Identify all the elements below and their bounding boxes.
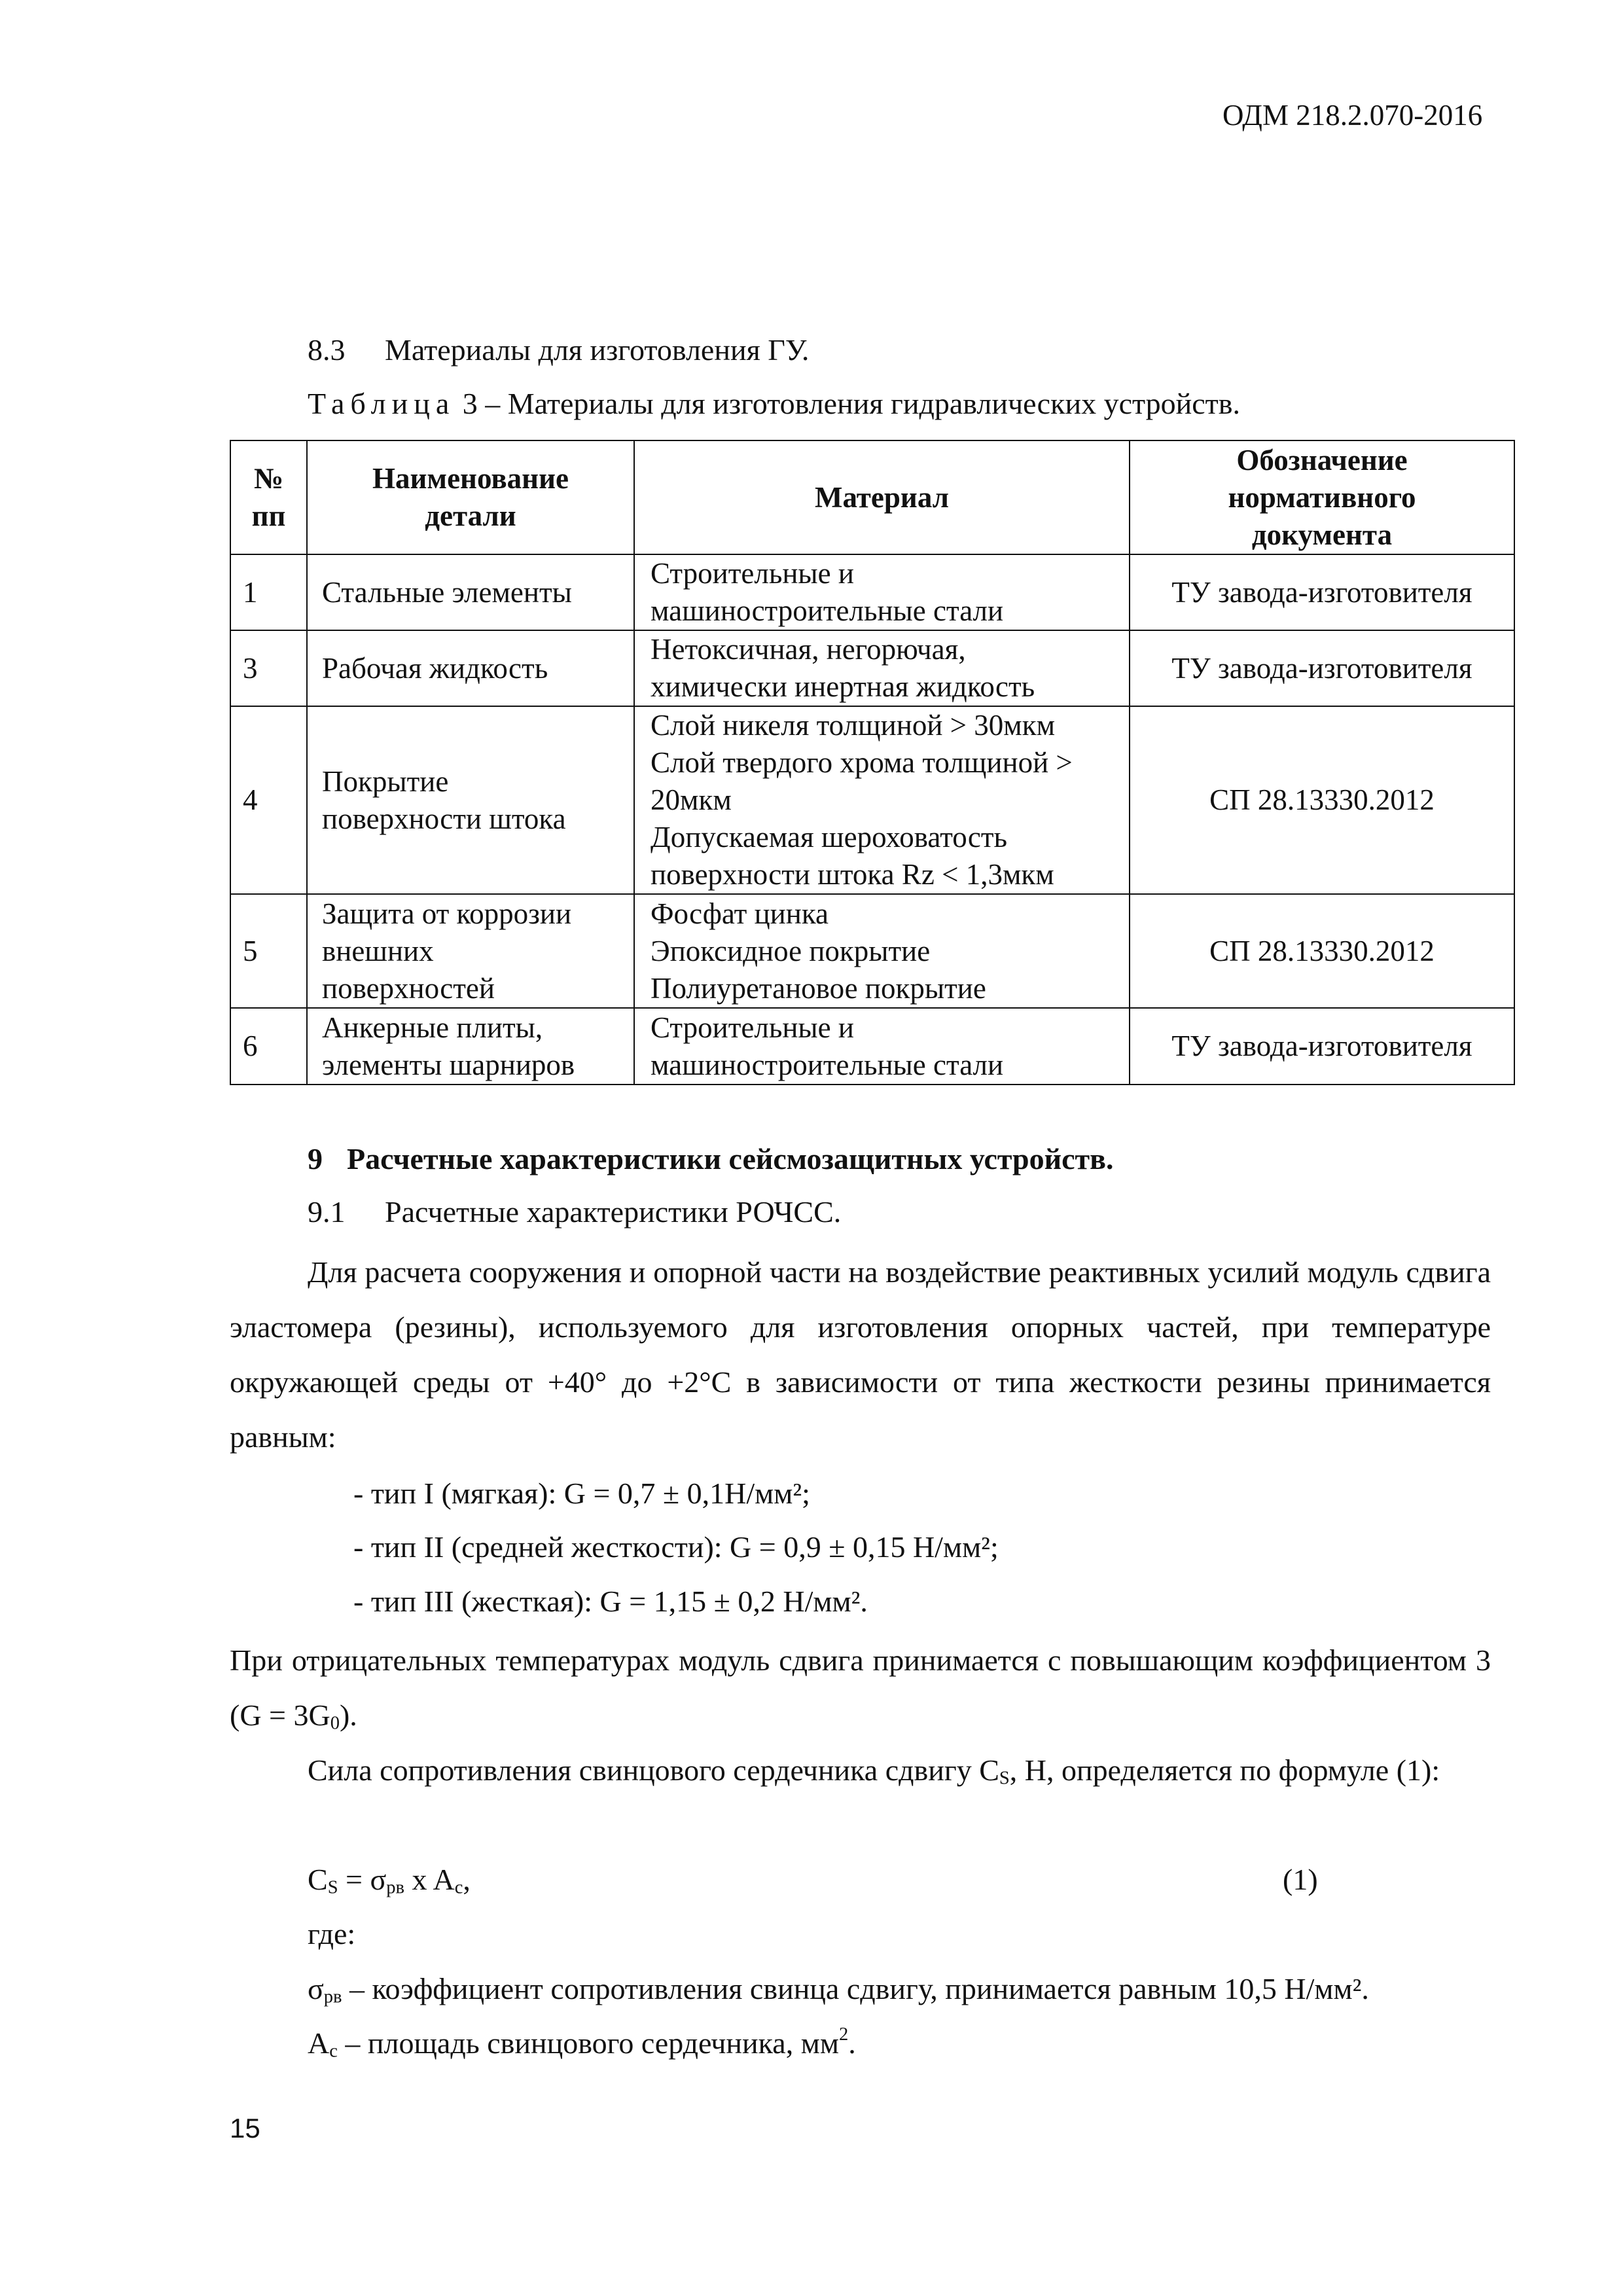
section-title: Расчетные характеристики РОЧСС. <box>385 1195 842 1229</box>
cell-num: 1 <box>230 554 307 630</box>
definition-sigma: $\sigma_{рв}$ – коэффициент сопротивления свинца сдвигу, принимается равным 10,5 Н/мм². <box>308 1972 1369 2007</box>
where-label: где: <box>308 1917 356 1950</box>
table-row <box>230 554 1514 630</box>
table-header-row <box>230 440 1514 554</box>
header-name: Наименование детали <box>307 440 634 554</box>
section-title: Расчетные характеристики сейсмозащитных устройств. <box>347 1142 1114 1175</box>
section-8-3-heading <box>308 332 809 367</box>
cell-num: 4 <box>230 706 307 894</box>
cell-name: Защита от коррозии внешних поверхностей <box>307 894 634 1008</box>
page-number: 15 <box>230 2113 260 2144</box>
cell-name: Покрытие поверхности штока <box>307 706 634 894</box>
materials-table <box>230 440 1515 1085</box>
header-num: № пп <box>230 440 307 554</box>
section-9-1-heading <box>308 1194 841 1229</box>
cell-material: Фосфат цинка Эпоксидное покрытие Полиуретановое покрытие <box>634 894 1130 1008</box>
header-doc: Обозначение нормативного документа <box>1130 440 1514 554</box>
cell-num: 5 <box>230 894 307 1008</box>
cell-material: Слой никеля толщиной > 30мкм Слой твердого хрома толщиной > 20мкм Допускаемая шероховатость поверхности штока Rz < 1,3мкм <box>634 706 1130 894</box>
paragraph-lead-core-force: Сила сопротивления свинцового сердечника сдвигу $C_S$, Н, определяется по формуле (1): <box>308 1753 1440 1789</box>
table-caption-word: Таблица <box>308 387 455 420</box>
cell-doc: ТУ завода-изготовителя <box>1130 554 1514 630</box>
formula-1: $C_S = \sigma_{рв}$ x $A_c$, <box>308 1863 471 1898</box>
section-number: 9 <box>308 1142 323 1175</box>
cell-material: Строительные и машиностроительные стали <box>634 1008 1130 1085</box>
cell-num: 6 <box>230 1008 307 1085</box>
cell-name: Рабочая жидкость <box>307 630 634 706</box>
cell-doc: ТУ завода-изготовителя <box>1130 1008 1514 1085</box>
table-row <box>230 894 1514 1008</box>
cell-name: Стальные элементы <box>307 554 634 630</box>
header-material: Материал <box>634 440 1130 554</box>
list-item: - тип III (жесткая): G = 1,15 ± 0,2 Н/мм². <box>353 1585 868 1618</box>
definition-area: $A_c$ – площадь свинцового сердечника, $мм^2$. <box>308 2024 856 2062</box>
cell-material: Нетоксичная, негорючая, химически инертная жидкость <box>634 630 1130 706</box>
document-code: ОДМ 218.2.070-2016 <box>1222 99 1483 132</box>
list-item: - тип I (мягкая): G = 0,7 ± 0,1Н/мм²; <box>353 1477 810 1510</box>
paragraph-shear-modulus: Для расчета сооружения и опорной части на воздействие реактивных усилий модуль сдвига эластомера (резины), используемого для изготовления опорных частей, при температуре окружающей среды от +40° до +2°С в зависимости от типа жесткости резины принимается равным: <box>230 1255 1491 1454</box>
table-row <box>230 1008 1514 1085</box>
section-9-heading <box>308 1141 1113 1176</box>
cell-num: 3 <box>230 630 307 706</box>
cell-doc: СП 28.13330.2012 <box>1130 894 1514 1008</box>
cell-material: Строительные и машиностроительные стали <box>634 554 1130 630</box>
cell-name: Анкерные плиты, элементы шарниров <box>307 1008 634 1085</box>
table-caption <box>308 386 1240 421</box>
table-row <box>230 630 1514 706</box>
cell-doc: ТУ завода-изготовителя <box>1130 630 1514 706</box>
paragraph-negative-temps: При отрицательных температурах модуль сдвига принимается с повышающим коэффициентом 3 $(G = 3G_0)$. <box>230 1643 1491 1734</box>
table-row <box>230 706 1514 894</box>
formula-number: (1) <box>1283 1863 1318 1896</box>
cell-doc: СП 28.13330.2012 <box>1130 706 1514 894</box>
section-number: 8.3 <box>308 333 346 367</box>
section-number: 9.1 <box>308 1195 346 1229</box>
list-item: - тип II (средней жесткости): G = 0,9 ± 0,15 Н/мм²; <box>353 1530 999 1564</box>
table-caption-text: 3 – Материалы для изготовления гидравлических устройств. <box>455 387 1241 420</box>
section-title: Материалы для изготовления ГУ. <box>385 333 810 367</box>
